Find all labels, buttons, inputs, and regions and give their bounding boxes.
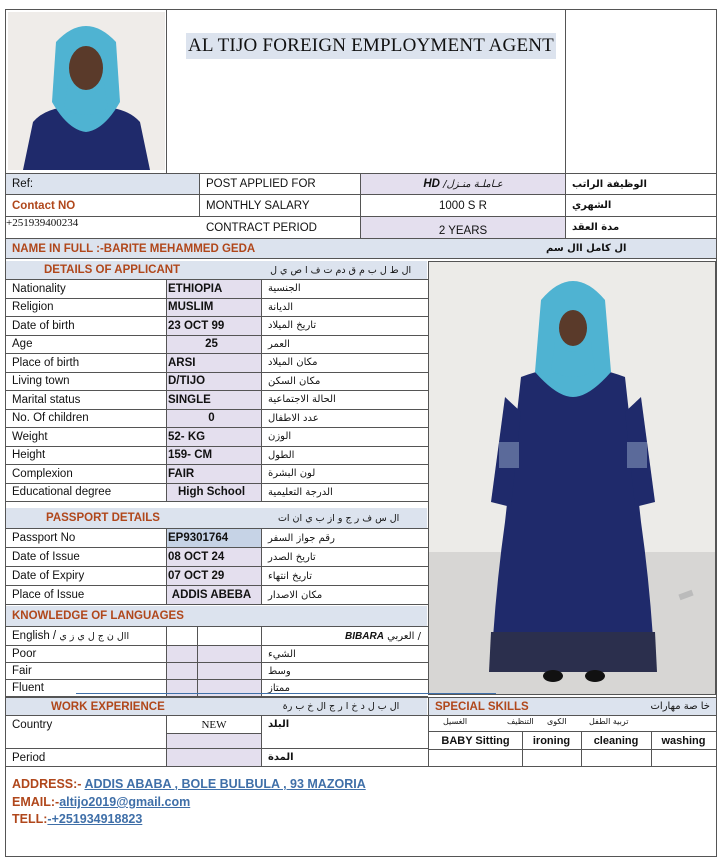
applicant-row-label-ar: الوزن <box>268 431 292 443</box>
ref-label: Ref: <box>6 174 199 194</box>
applicant-row-label: No. Of children <box>12 412 89 425</box>
passport-row-value: 07 OCT 29 <box>167 567 261 585</box>
language-level-label: Fluent <box>12 682 44 694</box>
skill-item: ironing <box>532 734 571 747</box>
applicant-row-value: 52- KG <box>167 428 261 446</box>
applicant-row-value: ETHIOPIA <box>167 280 261 298</box>
country-label: Country <box>12 718 53 731</box>
experience-heading-row <box>6 698 427 715</box>
language-level-label-ar: ممتاز <box>268 682 291 694</box>
skills-heading-ar: خا صة مهارات <box>650 701 710 712</box>
language-level-en-box <box>167 663 197 679</box>
experience-heading: WORK EXPERIENCE <box>51 700 165 713</box>
skill-item: cleaning <box>593 734 639 747</box>
applicant-row-label-ar: مكان الميلاد <box>268 357 318 369</box>
full-name-label: NAME IN FULL :-BARITE MEHAMMED GEDA <box>6 239 716 258</box>
passport-row-label-ar: تاريخ انتهاء <box>268 570 313 582</box>
address-label: ADDRESS:- <box>12 777 82 791</box>
applicant-row-label: Date of birth <box>12 319 75 332</box>
country-label-ar: البلد <box>268 719 290 730</box>
contact-label: Contact NO <box>12 199 76 212</box>
skills-heading: SPECIAL SKILLS <box>435 700 529 713</box>
period-label-ar: المدة <box>268 752 294 763</box>
period-label: Period <box>12 751 46 764</box>
passport-row-label: Place of Issue <box>12 589 85 601</box>
applicant-row-value: 25 <box>167 336 261 354</box>
monthly-salary-label: MONTHLY SALARY <box>206 199 310 212</box>
full-name-label-ar: ال كامل اال سم <box>546 243 627 254</box>
full-body-photo <box>428 261 716 695</box>
applicant-heading: DETAILS OF APPLICANT <box>44 264 181 276</box>
post-applied-label: POST APPLIED FOR <box>206 178 316 190</box>
address-line <box>12 777 366 791</box>
passport-row-value: ADDIS ABEBA <box>167 586 261 604</box>
tel-label: TELL: <box>12 812 48 826</box>
address-value: ADDIS ABABA , BOLE BULBULA , 93 MAZORIA <box>84 777 366 791</box>
applicant-row-label: Religion <box>12 301 54 314</box>
post-value-ar: /عـاملـة منـزل <box>443 178 503 190</box>
skills-arabic-labels <box>429 716 716 731</box>
english-label-ar: اال ن ج ل ي ز ي <box>59 630 130 642</box>
language-level-label: Poor <box>12 648 37 660</box>
passport-row-label: Date of Expiry <box>12 570 85 582</box>
applicant-row-label-ar: الجنسية <box>268 283 301 295</box>
applicant-heading-ar: ال ط ل ب م ق دم ت ف ا ص ي ل <box>270 264 412 276</box>
post-applied-label-ar: الوظيفة الراتب <box>572 178 647 190</box>
passport-heading-ar: ال س ف ر ج و از ب ي ان ات <box>277 512 400 524</box>
country-value: NEW <box>201 718 227 731</box>
applicant-heading-row <box>6 261 427 279</box>
language-level-ar-box <box>198 646 261 662</box>
english-label-en: English / <box>12 630 57 642</box>
language-level-label: Fair <box>12 665 32 677</box>
tel-line <box>12 812 142 826</box>
passport-row-label-ar: مكان الاصدار <box>268 589 323 601</box>
contact-number: +251939400234 <box>6 217 79 229</box>
skill-item: washing <box>661 734 706 747</box>
applicant-row-label: Living town <box>12 375 70 388</box>
passport-row-label: Passport No <box>12 532 76 544</box>
applicant-row-value: 23 OCT 99 <box>167 317 261 335</box>
applicant-row-label-ar: الدرجة التعليمية <box>268 486 333 498</box>
skill-label-ar: الغسيل <box>443 717 468 726</box>
agency-title: AL TIJO FOREIGN EMPLOYMENT AGENT <box>186 33 556 59</box>
applicant-row-value: MUSLIM <box>167 299 261 317</box>
tel-value[interactable]: -+251934918823 <box>47 812 143 826</box>
passport-row-label: Date of Issue <box>12 551 80 563</box>
applicant-row-label: Height <box>12 449 46 462</box>
monthly-salary-value: 1000 S R <box>439 199 487 212</box>
post-applied-value <box>361 174 565 194</box>
arabic-label-ar: العربي / <box>387 630 421 642</box>
passport-row-label-ar: رقم جواز السفر <box>268 532 335 544</box>
passport-heading: PASSPORT DETAILS <box>46 512 160 524</box>
passport-row-value: EP9301764 <box>167 529 261 547</box>
applicant-row-value: FAIR <box>167 465 261 483</box>
headshot-portrait-icon <box>8 12 165 170</box>
post-value-en: HD <box>423 178 440 190</box>
applicant-row-value: SINGLE <box>167 391 261 409</box>
arabic-label-en: BIBARA <box>345 630 384 642</box>
passport-row-label-ar: تاريخ الصدر <box>268 551 316 563</box>
experience-country-blank <box>167 733 261 748</box>
applicant-row-label: Marital status <box>12 393 81 406</box>
applicant-row-label-ar: الحالة الاجتماعية <box>268 394 336 406</box>
email-label: EMAIL:- <box>12 795 60 809</box>
passport-row-value: 08 OCT 24 <box>167 548 261 566</box>
applicant-row-value: ARSI <box>167 354 261 372</box>
applicant-row-label-ar: العمر <box>268 338 290 350</box>
applicant-row-label-ar: عدد الاطفال <box>268 412 319 424</box>
arabic-label <box>261 627 427 645</box>
applicant-row-label: Age <box>12 338 33 351</box>
applicant-row-label-ar: الديانة <box>268 301 294 313</box>
skill-item: BABY Sitting <box>441 734 510 747</box>
skill-label-ar: تربية الطفل <box>589 717 629 726</box>
passport-heading-row <box>6 508 427 528</box>
english-label <box>6 627 166 645</box>
languages-heading: KNOWLEDGE OF LANGUAGES <box>6 606 427 626</box>
applicant-row-label: Weight <box>12 430 48 443</box>
applicant-row-label-ar: لون البشرة <box>268 468 316 480</box>
full-body-portrait-icon <box>429 262 716 695</box>
applicant-row-value: High School <box>167 484 261 502</box>
skill-label-ar: التنظيف <box>507 717 534 726</box>
applicant-row-value: D/TIJO <box>167 373 261 391</box>
skill-label-ar: الكوى <box>547 717 567 726</box>
email-line <box>12 795 190 809</box>
applicant-row-label: Place of birth <box>12 356 80 369</box>
applicant-row-label: Nationality <box>12 282 66 295</box>
headshot-photo <box>8 12 165 170</box>
monthly-salary-label-ar: الشهري <box>572 200 612 211</box>
applicant-row-value: 0 <box>167 410 261 428</box>
applicant-row-value: 159- CM <box>167 447 261 465</box>
skills-heading-row <box>429 698 716 715</box>
language-level-en-box <box>167 646 197 662</box>
contract-period-value: 2 YEARS <box>361 217 565 238</box>
language-level-label-ar: الشيء <box>268 648 296 660</box>
contract-period-label: CONTRACT PERIOD <box>206 221 317 234</box>
contract-period-label-ar: مدة العقد <box>572 222 620 233</box>
applicant-row-label-ar: الطول <box>268 449 295 461</box>
applicant-row-label: Educational degree <box>12 486 112 499</box>
language-level-label-ar: وسط <box>268 665 291 677</box>
applicant-row-label-ar: مكان السكن <box>268 375 321 387</box>
applicant-row-label-ar: تاريخ الميلاد <box>268 320 317 332</box>
applicant-row-label: Complexion <box>12 467 73 480</box>
experience-heading-ar: ال ب ل د خ ا ر ج ال خ ب رة <box>282 701 400 712</box>
period-value <box>167 749 261 766</box>
email-link[interactable]: altijo2019@gmail.com <box>59 795 191 809</box>
language-level-ar-box <box>198 663 261 679</box>
